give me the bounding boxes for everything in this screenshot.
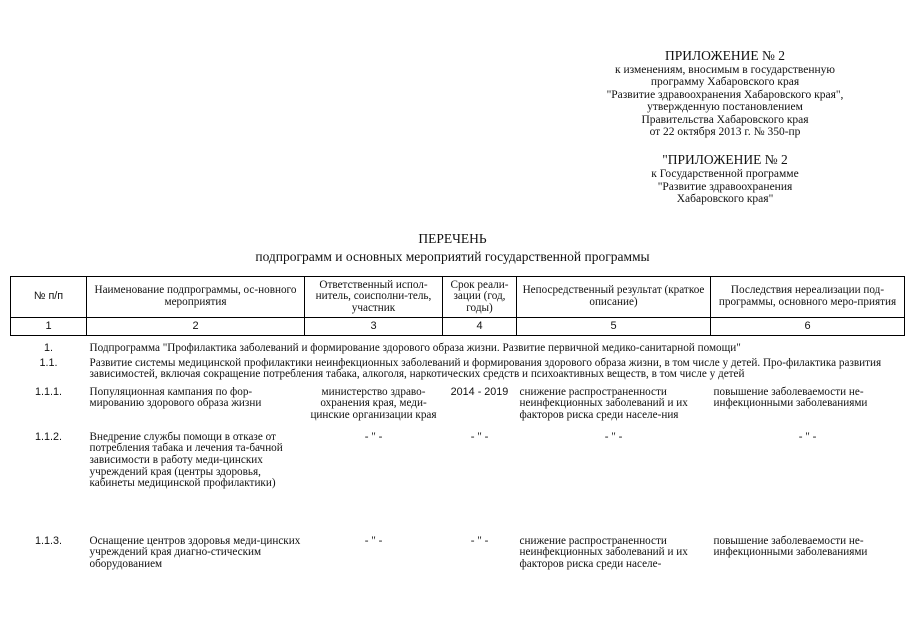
activity-term: 2014 - 2019 bbox=[450, 385, 509, 398]
column-number: 3 bbox=[305, 318, 443, 336]
activity-executor: - " - bbox=[364, 430, 383, 443]
appendix-title: ПРИЛОЖЕНИЕ № 2 bbox=[664, 48, 786, 63]
table-row bbox=[11, 336, 905, 355]
table-header-row bbox=[11, 277, 905, 318]
column-number: 5 bbox=[517, 318, 711, 336]
column-number: 2 bbox=[87, 318, 305, 336]
document-heading bbox=[0, 230, 905, 266]
activity-consequence: повышение заболеваемости не-инфекционными заболеваниями bbox=[713, 534, 868, 559]
column-number: 1 bbox=[11, 318, 87, 336]
appendix-line: от 22 октября 2013 г. № 350-пр bbox=[649, 126, 801, 139]
appendix-line-2: "Развитие здравоохранения bbox=[657, 180, 793, 193]
activity-term: - " - bbox=[470, 430, 489, 443]
activity-result: - " - bbox=[604, 430, 623, 443]
activity-result: снижение распространенности неинфекционных заболеваний и их факторов риска среди населе- bbox=[519, 534, 688, 570]
appendix-title-2: "ПРИЛОЖЕНИЕ № 2 bbox=[662, 152, 788, 168]
appendix-line: "Развитие здравоохранения Хабаровского края", bbox=[606, 88, 844, 101]
activity-term: - " - bbox=[470, 534, 489, 547]
header-result: Непосредственный результат (краткое описание) bbox=[517, 277, 711, 318]
row-number: 1. bbox=[43, 342, 53, 354]
table-row bbox=[11, 381, 905, 431]
subprogram-title: Подпрограмма "Профилактика заболеваний и формирование здорового образа жизни. Развитие первичной медико-санитарной помощи" bbox=[89, 342, 741, 354]
programs-table bbox=[10, 276, 905, 571]
column-number-row bbox=[11, 318, 905, 336]
activity-name: Оснащение центров здоровья меди-цинских учреждений края диагно-стическим оборудованием bbox=[89, 534, 301, 570]
activity-name: Популяционная кампания по фор-мированию здорового образа жизни bbox=[89, 385, 262, 410]
appendix-line-2: Хабаровского края" bbox=[676, 193, 774, 206]
table-row bbox=[11, 355, 905, 381]
header-name: Наименование подпрограммы, ос-новного мероприятия bbox=[87, 277, 305, 318]
appendix-line: программу Хабаровского края bbox=[650, 76, 800, 89]
table-row bbox=[11, 535, 905, 571]
activity-result: снижение распространенности неинфекционных заболеваний и их факторов риска среди населе-ния bbox=[519, 385, 688, 421]
header-executor: Ответственный испол-нитель, соисполни-тель, участник bbox=[305, 277, 443, 318]
column-number: 4 bbox=[443, 318, 517, 336]
row-number: 1.1. bbox=[39, 356, 58, 369]
activity-consequence: - " - bbox=[798, 430, 817, 443]
document-title: ПЕРЕЧЕНЬ bbox=[418, 231, 487, 246]
appendix-line: к изменениям, вносимым в государственную bbox=[615, 64, 835, 76]
table-row bbox=[11, 431, 905, 535]
activity-executor: - " - bbox=[364, 534, 383, 547]
appendix-line: утвержденную постановлением bbox=[647, 101, 803, 114]
column-number: 6 bbox=[711, 318, 905, 336]
activity-consequence: повышение заболеваемости не-инфекционными заболеваниями bbox=[713, 385, 868, 410]
appendix-line-2: к Государственной программе bbox=[651, 168, 799, 181]
row-number: 1.1.3. bbox=[34, 534, 62, 547]
appendix-header bbox=[560, 48, 890, 206]
main-activity-title: Развитие системы медицинской профилактики неинфекционных заболеваний и формирования здорового образа жизни, в том числе у детей. Про-филактика развития зависимостей, включая сокращение потребления табака, алкоголя, наркотических средств и психоактивных веществ, в том числе у детей bbox=[89, 356, 882, 381]
activity-executor: министерство здраво-охранения края, меди-цинские организации края bbox=[310, 385, 437, 421]
row-number: 1.1.2. bbox=[34, 430, 62, 443]
appendix-gap bbox=[560, 138, 890, 152]
activity-name: Внедрение службы помощи в отказе от потребления табака и лечения та-бачной зависимости в работу меди-цинских учреждений края (центры здоровья, кабинеты медицинской профилактики) bbox=[89, 430, 283, 490]
header-number: № п/п bbox=[11, 277, 87, 318]
header-consequence: Последствия нереализации под-программы, основного меро-приятия bbox=[711, 277, 905, 318]
appendix-line: Правительства Хабаровского края bbox=[641, 113, 809, 126]
row-number: 1.1.1. bbox=[34, 385, 62, 398]
document-subtitle: подпрограмм и основных мероприятий государственной программы bbox=[255, 249, 650, 264]
header-term: Срок реали-зации (год, годы) bbox=[443, 277, 517, 318]
